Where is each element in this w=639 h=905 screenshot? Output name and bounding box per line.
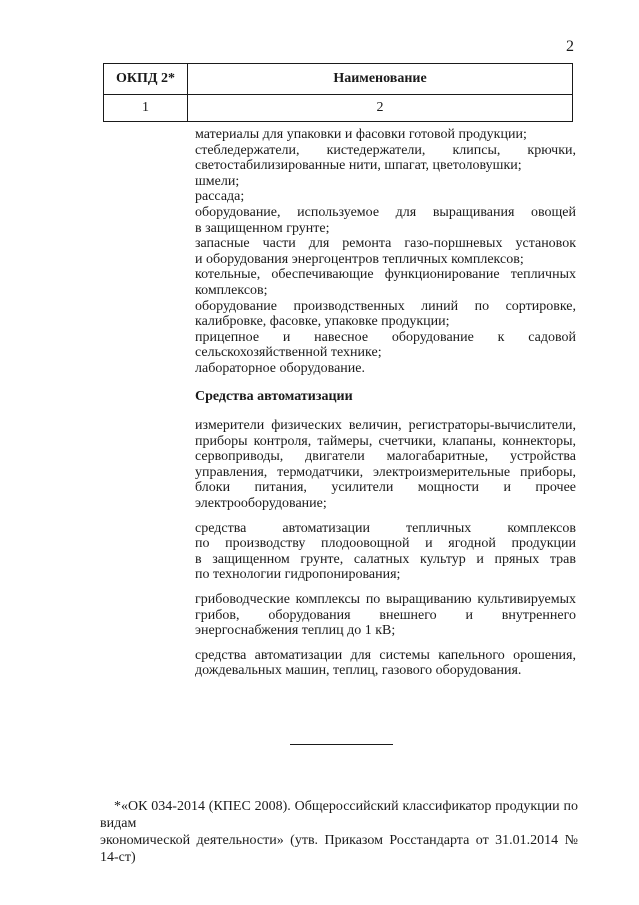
text-line: прицепное и навесное оборудование к садовой [195,329,576,345]
text-line: приборы контроля, таймеры, счетчики, клапаны, коннекторы, [195,433,576,449]
column-number-1: 1 [104,95,188,122]
text-line: котельные, обеспечивающие функционирование тепличных [195,267,576,283]
text-line: лабораторное оборудование. [195,360,366,376]
text-line: и оборудования энергоцентров тепличных комплексов; [195,251,524,267]
text-line: запасные части для ремонта газо-поршневых установок [195,236,576,252]
text-line: по производству плодоовощной и ягодной продукции [195,536,576,552]
text-line: рассада; [195,189,245,205]
column-number-2: 2 [188,95,573,122]
footnote-line: экономической деятельности» (утв. Приказом Росстандарта от 31.01.2014 № 14-ст) [100,833,578,865]
section-heading: Средства автоматизации [195,388,353,404]
text-line: дождевальных машин, теплиц, газового оборудования. [195,663,522,679]
automation-group-4 [195,648,576,679]
automation-group-1 [195,418,576,512]
text-line: грибов, оборудования внешнего и внутреннего [195,607,576,623]
text-line: калибровке, фасовке, упаковке продукции; [195,314,450,330]
text-line: средства автоматизации тепличных комплексов [195,520,576,536]
text-line: стебледержатели, кистедержатели, клипсы, крючки, [195,142,576,158]
text-line: средства автоматизации для системы капельного орошения, [195,647,576,663]
text-line: в защищенном грунте, салатных культур и пряных трав [195,551,576,567]
text-line: грибоводческие комплексы по выращиванию культивируемых [195,592,576,608]
text-line: шмели; [195,173,240,189]
text-line: сельскохозяйственной технике; [195,345,382,361]
automation-group-2 [195,521,576,583]
text-line: по технологии гидропонирования; [195,567,401,583]
text-line: оборудование производственных линий по сортировке, [195,298,576,314]
automation-group-3 [195,592,576,639]
footnote [100,798,578,866]
text-line: комплексов; [195,282,268,298]
section-materials [195,127,576,377]
page-number: 2 [566,38,574,55]
text-line: материалы для упаковки и фасовки готовой продукции; [195,127,527,142]
text-line: светостабилизированные нити, шпагат, цветоловушки; [195,158,522,174]
text-line: в защищенном грунте; [195,220,330,236]
text-line: управления, термодатчики, электроизмерительные приборы, [195,464,576,480]
footnote-line: *«ОК 034-2014 (КПЕС 2008). Общероссийский классификатор продукции по видам [100,799,578,831]
column-header-name: Наименование [188,64,573,95]
document-content [195,127,576,688]
table-header-row [104,64,573,95]
text-line: энергоснабжения теплиц до 1 кВ; [195,623,396,639]
text-line: оборудование, используемое для выращивания овощей [195,204,576,220]
text-line: электрооборудование; [195,496,327,512]
text-line: блоки питания, усилители мощности и прочее [195,480,576,496]
header-table [103,63,573,122]
divider-line [290,744,393,745]
text-line: измерители физических величин, регистраторы-вычислители, [195,418,576,434]
table-number-row [104,95,573,122]
column-header-okpd: ОКПД 2* [104,64,188,95]
text-line: сервоприводы, двигатели малогабаритные, устройства [195,449,576,465]
